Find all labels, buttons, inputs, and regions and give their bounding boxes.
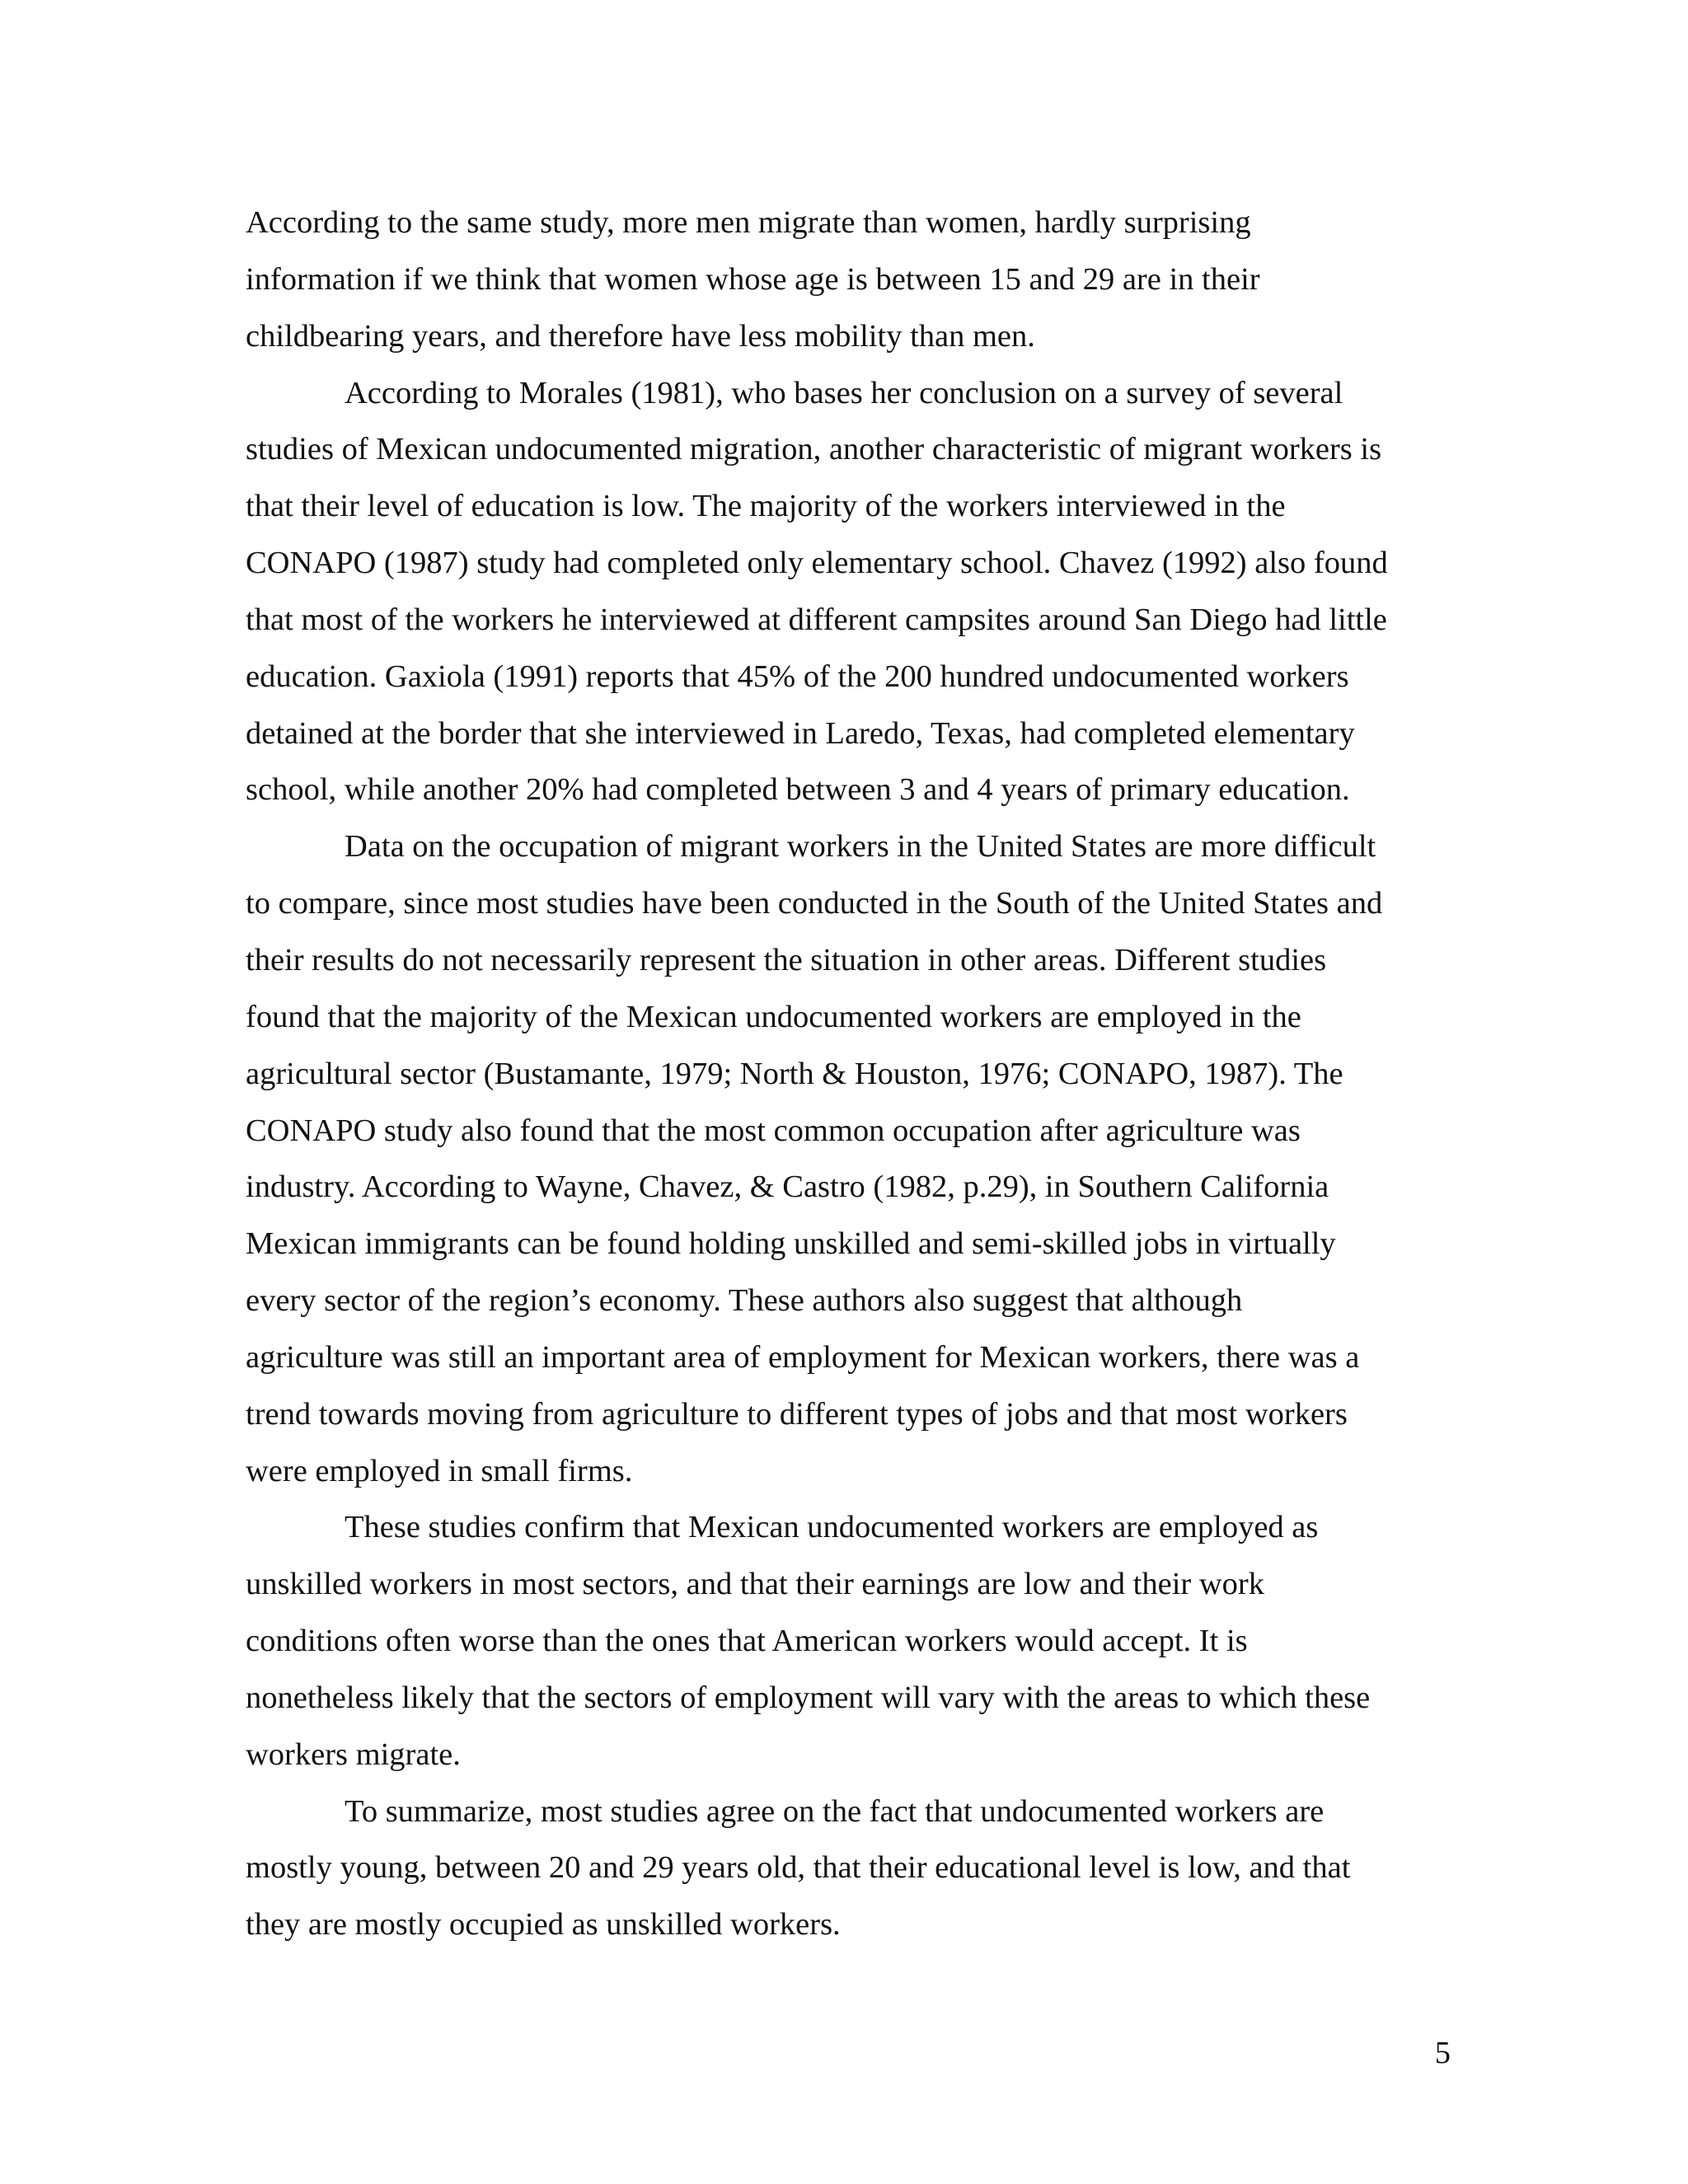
text-line: conditions often worse than the ones that American workers would accept. It is xyxy=(246,1624,1248,1659)
text-line: education. Gaxiola (1991) reports that 45% of the 200 hundred undocumented workers xyxy=(246,658,1349,694)
paragraph xyxy=(246,365,1449,819)
text-line: According to the same study, more men migrate than women, hardly surprising xyxy=(246,205,1251,240)
text-line: agricultural sector (Bustamante, 1979; North & Houston, 1976; CONAPO, 1987). The xyxy=(246,1056,1343,1091)
text-line: were employed in small firms. xyxy=(246,1453,633,1488)
page-number: 5 xyxy=(1434,2036,1451,2070)
text-line: to compare, since most studies have been conducted in the South of the United States and xyxy=(246,886,1383,921)
text-line: that their level of education is low. The majority of the workers interviewed in the xyxy=(246,489,1286,524)
text-line: childbearing years, and therefore have less mobility than men. xyxy=(246,318,1035,354)
text-line: unskilled workers in most sectors, and that their earnings are low and their work xyxy=(246,1567,1264,1602)
text-line: According to Morales (1981), who bases her conclusion on a survey of several xyxy=(345,375,1343,410)
text-line: their results do not necessarily represent the situation in other areas. Different studies xyxy=(246,942,1327,977)
text-line: CONAPO study also found that the most common occupation after agriculture was xyxy=(246,1113,1301,1148)
text-line: Mexican immigrants can be found holding unskilled and semi-skilled jobs in virtually xyxy=(246,1226,1336,1262)
text-line: CONAPO (1987) study had completed only elementary school. Chavez (1992) also found xyxy=(246,546,1388,581)
text-line: mostly young, between 20 and 29 years old, that their educational level is low, and that xyxy=(246,1850,1351,1886)
text-line: that most of the workers he interviewed at different campsites around San Diego had little xyxy=(246,602,1387,637)
paragraph xyxy=(246,194,1449,365)
body-text xyxy=(246,194,1449,1953)
text-line: nonetheless likely that the sectors of employment will vary with the areas to which these xyxy=(246,1680,1371,1715)
paragraph xyxy=(246,1499,1449,1783)
paragraph xyxy=(246,1783,1449,1954)
text-line: trend towards moving from agriculture to different types of jobs and that most workers xyxy=(246,1396,1348,1432)
text-line: school, while another 20% had completed between 3 and 4 years of primary education. xyxy=(246,772,1350,808)
text-line: every sector of the region’s economy. These authors also suggest that although xyxy=(246,1283,1243,1319)
text-line: Data on the occupation of migrant workers in the United States are more difficult xyxy=(345,829,1376,865)
text-line: studies of Mexican undocumented migration, another characteristic of migrant workers is xyxy=(246,432,1382,467)
text-line: they are mostly occupied as unskilled workers. xyxy=(246,1907,841,1943)
text-line: agriculture was still an important area of employment for Mexican workers, there was a xyxy=(246,1339,1360,1375)
paragraph xyxy=(246,818,1449,1499)
text-line: industry. According to Wayne, Chavez, & Castro (1982, p.29), in Southern California xyxy=(246,1169,1329,1205)
text-line: detained at the border that she interviewed in Laredo, Texas, had completed elementary xyxy=(246,715,1355,751)
text-line: These studies confirm that Mexican undocumented workers are employed as xyxy=(345,1510,1319,1545)
text-line: workers migrate. xyxy=(246,1736,461,1772)
text-line: information if we think that women whose age is between 15 and 29 are in their xyxy=(246,261,1260,297)
text-line: To summarize, most studies agree on the fact that undocumented workers are xyxy=(345,1793,1325,1829)
text-line: found that the majority of the Mexican undocumented workers are employed in the xyxy=(246,999,1301,1034)
